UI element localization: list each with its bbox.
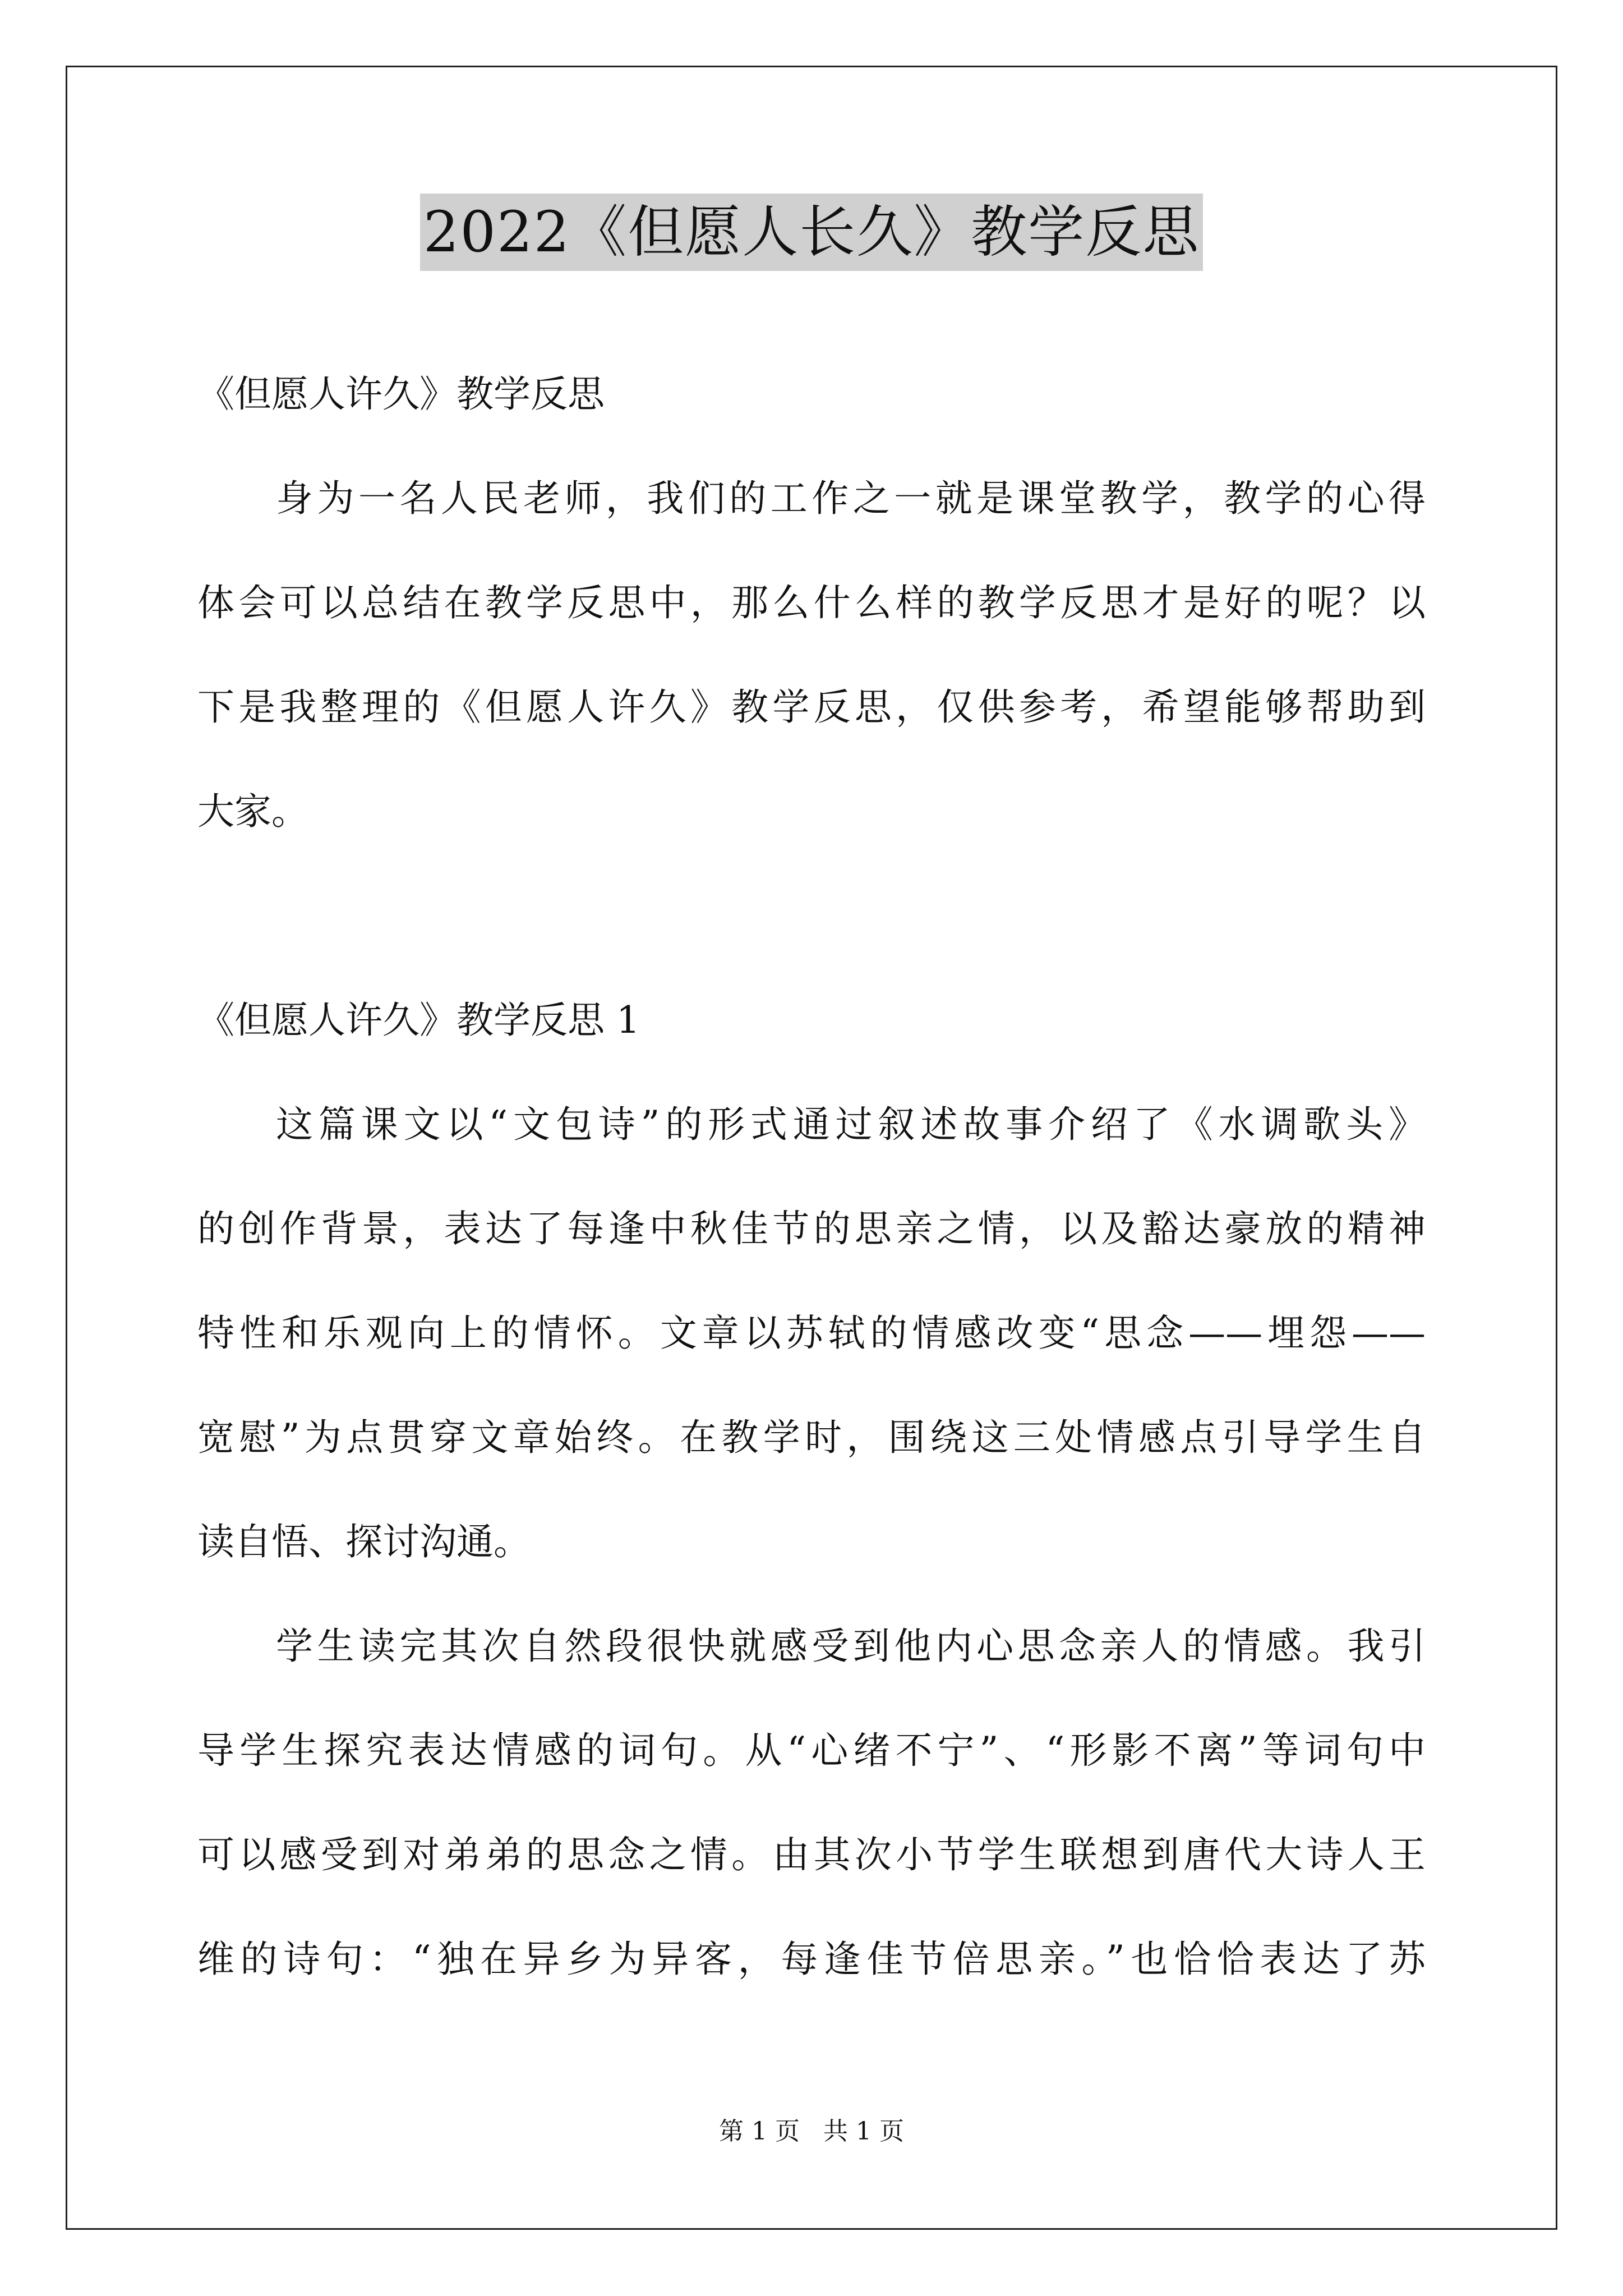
paragraph-line: 这篇课文以“文包诗”的形式通过叙述故事介绍了《水调歌头》 — [276, 1103, 1426, 1146]
paragraph-line: 学生读完其次自然段很快就感受到他内心思念亲人的情感。我引 — [276, 1625, 1426, 1668]
paragraph-line: 身为一名人民老师，我们的工作之一就是课堂教学，教学的心得 — [276, 477, 1426, 520]
page-footer — [0, 2115, 1623, 2148]
paragraph-line: 大家。 — [197, 790, 308, 833]
section-heading: 《但愿人许久》教学反思 1 — [197, 999, 640, 1042]
paragraph-line: 读自悟、探讨沟通。 — [197, 1520, 531, 1563]
paragraph-line: 宽慰”为点贯穿文章始终。在教学时，围绕这三处情感点引导学生自 — [197, 1416, 1426, 1459]
section-heading: 《但愿人许久》教学反思 — [197, 372, 605, 416]
paragraph-line: 可以感受到对弟弟的思念之情。由其次小节学生联想到唐代大诗人王 — [197, 1833, 1426, 1876]
total-pages-label: 共 1 页 — [823, 2117, 904, 2146]
document-body — [197, 342, 1426, 2012]
paragraph-line: 的创作背景，表达了每逢中秋佳节的思亲之情，以及豁达豪放的精神 — [197, 1207, 1426, 1250]
current-page-label: 第 1 页 — [719, 2117, 800, 2146]
document-title: 2022《但愿人长久》教学反思 — [420, 194, 1204, 271]
paragraph-line: 体会可以总结在教学反思中，那么什么样的教学反思才是好的呢？以 — [197, 581, 1426, 624]
paragraph-line: 维的诗句：“独在异乡为异客，每逢佳节倍思亲。”也恰恰表达了苏 — [197, 1938, 1426, 1981]
paragraph-line: 下是我整理的《但愿人许久》教学反思，仅供参考，希望能够帮助到 — [197, 685, 1426, 729]
paragraph-line: 特性和乐观向上的情怀。文章以苏轼的情感改变“思念——埋怨—— — [197, 1312, 1426, 1355]
title-container — [0, 194, 1623, 271]
section-gap — [197, 864, 1426, 968]
paragraph-line: 导学生探究表达情感的词句。从“心绪不宁”、“形影不离”等词句中 — [197, 1729, 1426, 1772]
